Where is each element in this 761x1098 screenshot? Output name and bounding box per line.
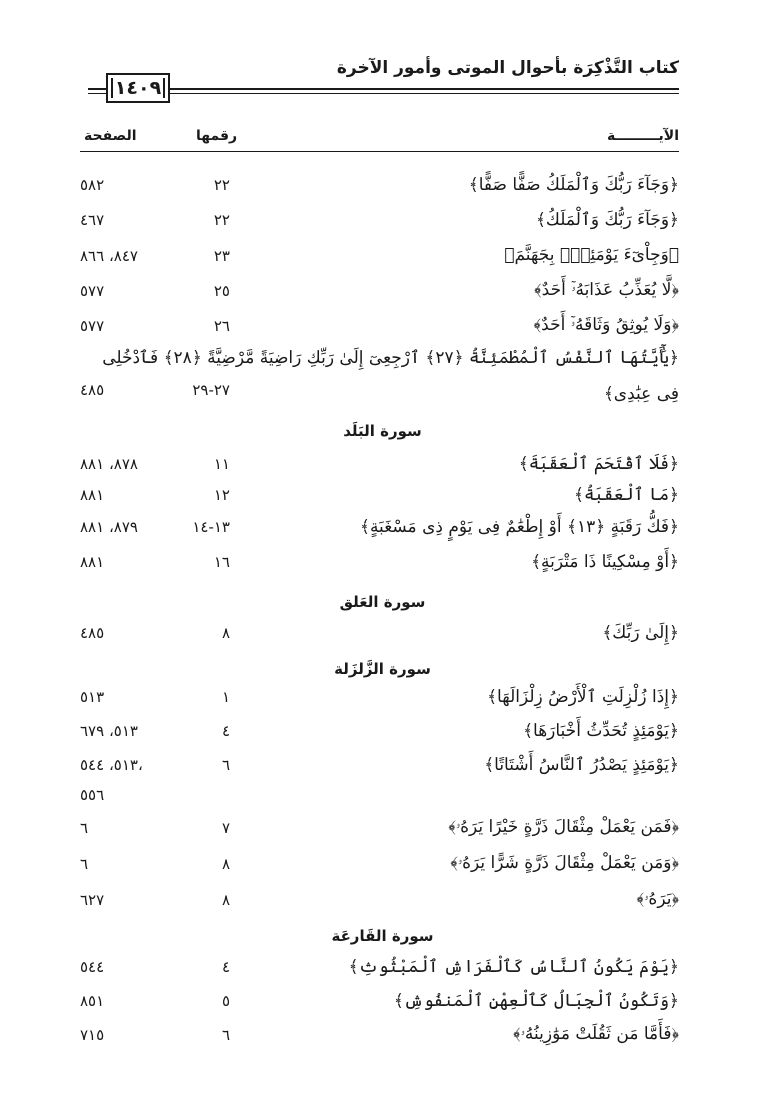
surah-title-text: سورة الزَّلزَلة	[334, 660, 431, 678]
index-row	[0, 718, 761, 752]
book-title: كتاب التَّذْكِرَة بأحوال الموتى وأمور الآخرة	[336, 58, 679, 78]
verse-text: ﴿فَكُّ رَقَبَةٍ ﴿١٣﴾ أَوْ إِطْعَٰمٌ فِى يَوْمٍ ذِى مَسْغَبَةٍ﴾	[359, 517, 679, 537]
index-row	[0, 887, 761, 921]
verse-text: ﴿وَجِاْىٓءَ يَوْمَئِذٍۭ بِجَهَنَّمَ﴾	[504, 245, 679, 265]
verse-text: ﴿مَا ٱلْعَقَبَةُ﴾	[573, 485, 679, 505]
verse-number: ٢٧-٢٩	[192, 381, 230, 399]
page-refs: ٧١٥	[80, 1026, 105, 1044]
column-header-page: الصفحة	[84, 128, 137, 144]
index-row	[0, 851, 761, 885]
verse-number: ٢٦	[213, 317, 230, 335]
column-header-verse: الآيـــــــــة	[606, 128, 679, 144]
page-refs: ٦	[80, 855, 89, 873]
verse-text-continuation: فِى عِبَٰدِى﴾	[603, 384, 679, 404]
page-refs: ٤٨٥	[80, 624, 105, 642]
index-row	[0, 451, 761, 485]
verse-text: ﴿يَوْمَئِذٍ تُحَدِّثُ أَخْبَارَهَا﴾	[523, 721, 679, 741]
verse-number: ٨	[221, 624, 230, 642]
verse-number: ٧	[221, 819, 230, 837]
page-refs: ٨٨١	[80, 553, 105, 571]
page-number: ١٤٠٩	[106, 73, 170, 103]
surah-title	[0, 422, 761, 440]
index-row	[0, 514, 761, 548]
surah-title-text: سورة البَلَد	[343, 422, 422, 440]
verse-text: ﴿فَأَمَّا مَن ثَقُلَتْ مَوَٰزِينُهُۥ﴾	[513, 1024, 679, 1044]
verse-number: ٤	[221, 958, 230, 976]
page-refs: ٥١٣، ٥٤٤،	[80, 756, 143, 774]
page-refs: ٨٧٩، ٨٨١	[80, 518, 138, 536]
verse-number: ٢٥	[213, 282, 230, 300]
page-refs: ٥٧٧	[80, 317, 105, 335]
verse-number: ٨	[221, 891, 230, 909]
verse-number: ٦	[221, 756, 230, 774]
verse-number: ٦	[221, 1026, 230, 1044]
surah-title	[0, 660, 761, 678]
verse-number: ٢٢	[213, 211, 230, 229]
verse-text: ﴿إِذَا زُلْزِلَتِ ٱلْأَرْضُ زِلْزَالَهَا﴾	[487, 687, 679, 707]
verse-text: ﴿لَّا يُعَذِّبُ عَذَابَهُۥٓ أَحَدٌ﴾	[534, 280, 679, 300]
verse-text: ﴿وَجَآءَ رَبُّكَ وَٱلْمَلَكُ﴾	[535, 210, 679, 230]
page-refs: ٥٧٧	[80, 282, 105, 300]
page-refs: ٦٢٧	[80, 891, 105, 909]
verse-number: ١	[221, 688, 230, 706]
verse-text: ﴿يَرَهُۥ﴾	[636, 889, 679, 909]
page-refs: ٦	[80, 819, 89, 837]
surah-title	[0, 593, 761, 611]
column-header-number: رقمها	[196, 128, 238, 144]
index-row	[0, 752, 761, 812]
verse-text: ﴿وَتَكُونُ ٱلْجِبَالُ كَٱلْعِهْنِ ٱلْمَنفُوشِ﴾	[393, 991, 679, 1011]
surah-title	[0, 927, 761, 945]
page-refs: ٨٥١	[80, 992, 105, 1010]
verse-number: ٨	[221, 855, 230, 873]
verse-number: ١١	[213, 455, 230, 473]
index-row	[0, 482, 761, 516]
verse-number: ٤	[221, 722, 230, 740]
verse-number: ١٦	[213, 553, 230, 571]
page-refs-continuation: ٥٥٦	[80, 786, 105, 804]
verse-number: ٢٢	[213, 176, 230, 194]
index-row	[0, 172, 761, 206]
verse-text: ﴿يَوْمَئِذٍ يَصْدُرُ ٱلنَّاسُ أَشْتَاتًا﴾	[484, 755, 679, 775]
header-rule-thin	[88, 93, 679, 94]
page-refs: ٨٤٧، ٨٦٦	[80, 247, 138, 265]
verse-text: ﴿فَمَن يَعْمَلْ مِثْقَالَ ذَرَّةٍ خَيْرًا يَرَهُۥ﴾	[448, 817, 679, 837]
page-refs: ٨٧٨، ٨٨١	[80, 455, 138, 473]
page-refs: ٥١٣	[80, 688, 105, 706]
verse-text: ﴿وَمَن يَعْمَلْ مِثْقَالَ ذَرَّةٍ شَرًّا يَرَهُۥ﴾	[450, 853, 679, 873]
verse-text: ﴿وَجَآءَ رَبُّكَ وَٱلْمَلَكُ صَفًّا صَفًّا﴾	[468, 175, 679, 195]
index-row	[0, 207, 761, 241]
index-row	[0, 815, 761, 849]
header-rule	[88, 88, 679, 90]
page-refs: ٥٨٢	[80, 176, 105, 194]
index-row	[0, 243, 761, 277]
surah-title-text: سورة العَلق	[339, 593, 426, 611]
verse-text: ﴿أَوْ مِسْكِينًا ذَا مَتْرَبَةٍ﴾	[531, 552, 679, 572]
verse-number: ٢٣	[213, 247, 230, 265]
page-refs: ٥١٣، ٦٧٩	[80, 722, 138, 740]
page-refs: ٤٨٥	[80, 381, 105, 399]
index-row	[0, 988, 761, 1022]
page-refs: ٤٦٧	[80, 211, 105, 229]
verse-text: ﴿وَلَا يُوثِقُ وَثَاقَهُۥٓ أَحَدٌ﴾	[533, 315, 679, 335]
surah-title-text: سورة القَارعَة	[331, 927, 434, 945]
index-row	[0, 620, 761, 654]
index-row	[0, 549, 761, 583]
verse-number: ١٢	[213, 486, 230, 504]
index-row	[0, 278, 761, 312]
page-refs: ٥٤٤	[80, 958, 105, 976]
verse-text: ﴿يَوْمَ يَكُونُ ٱلنَّاسُ كَٱلْفَرَاشِ ٱلْمَبْثُوثِ﴾	[348, 957, 679, 977]
index-row	[0, 345, 761, 415]
column-header-rule	[80, 151, 679, 152]
page-header	[0, 0, 761, 110]
index-row	[0, 954, 761, 988]
index-row	[0, 684, 761, 718]
verse-text: ﴿يَٰٓأَيَّتُهَا ٱلنَّفْسُ ٱلْمُطْمَئِنَّةُ ﴿٢٧﴾ ٱرْجِعِىٓ إِلَىٰ رَبِّكِ رَاضِيَةً مَّرْضِيَّةً ﴿٢٨﴾ فَٱدْخُلِى	[102, 348, 679, 368]
index-row	[0, 1022, 761, 1056]
verse-number: ٥	[221, 992, 230, 1010]
verse-text: ﴿إِلَىٰ رَبِّكَ﴾	[602, 623, 679, 643]
verse-number: ١٣-١٤	[192, 518, 230, 536]
index-row	[0, 313, 761, 347]
verse-text: ﴿فَلَا ٱقْتَحَمَ ٱلْعَقَبَةَ﴾	[518, 454, 679, 474]
page-refs: ٨٨١	[80, 486, 105, 504]
